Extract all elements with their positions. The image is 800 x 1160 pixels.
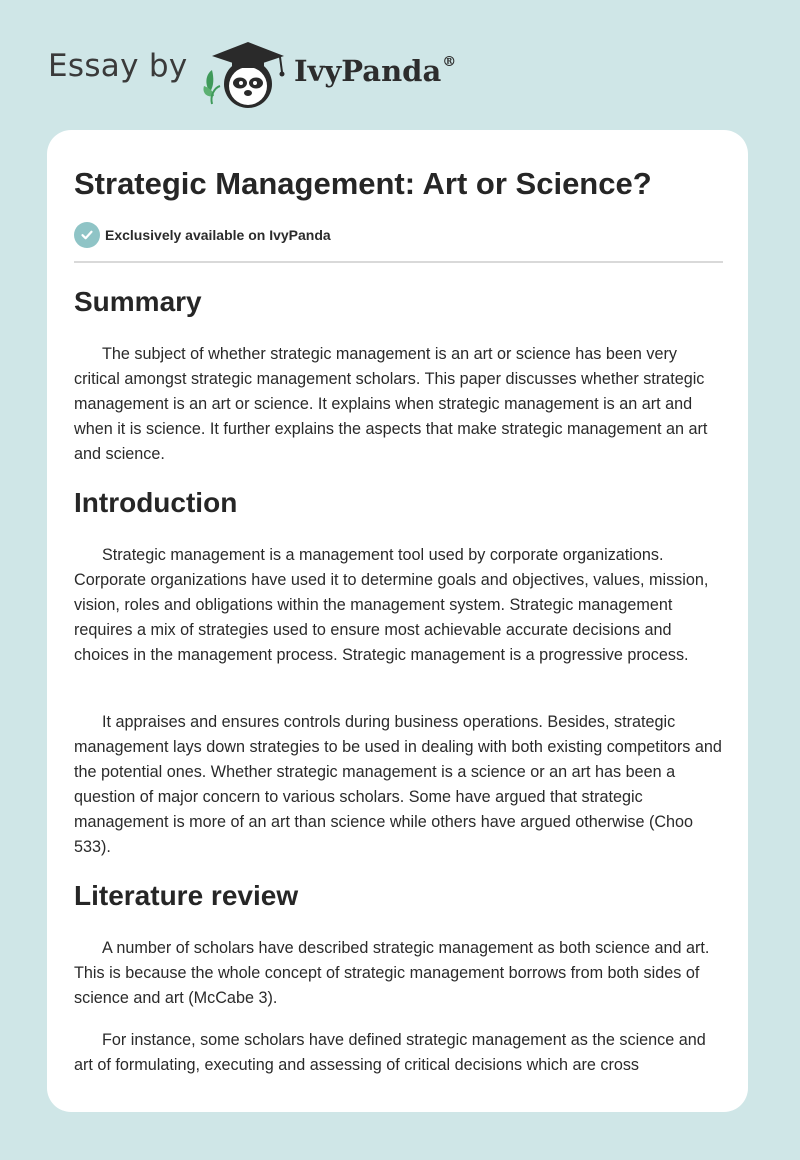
literature-review-paragraph-2: For instance, some scholars have defined strategic management as the science and art of formulating, executing and assessing of critical decisions which are cross — [74, 1031, 706, 1074]
registered-mark: ® — [442, 54, 457, 71]
exclusive-badge — [74, 222, 331, 248]
check-icon — [74, 222, 100, 248]
essay-card — [47, 130, 748, 1112]
badge-label: Exclusively available on IvyPanda — [105, 227, 331, 243]
section-heading-literature-review: Literature review — [74, 880, 299, 911]
panda-graduate-icon[interactable] — [200, 36, 292, 112]
brand-label: IvyPanda — [294, 54, 442, 88]
introduction-paragraph-2: It appraises and ensures controls during business operations. Besides, strategic management lays down strategies to be used in dealing with both existing competitors and the potential ones. Whether strategic management is a science or an art has been a question of major concern to various scholars. Some have argued that strategic management is more of an art than science while others have argued otherwise (Choo 533). — [74, 713, 722, 856]
literature-review-paragraph-1: A number of scholars have described strategic management as both science and art. This is because the whole concept of strategic management borrows from both sides of science and art (McCabe 3). — [74, 939, 710, 1007]
brand-name[interactable] — [294, 54, 456, 88]
introduction-paragraph-1: Strategic management is a management tool used by corporate organizations. Corporate organizations have used it to determine goals and objectives, values, mission, vision, roles and obligations within the management system. Strategic management requires a mix of strategies used to ensure most achievable accurate decisions and choices in the management process. Strategic management is a progressive process. — [74, 546, 709, 664]
section-heading-summary: Summary — [74, 286, 202, 317]
essay-title: Strategic Management: Art or Science? — [74, 166, 652, 201]
site-header — [0, 0, 800, 120]
divider — [74, 261, 723, 263]
summary-paragraph: The subject of whether strategic management is an art or science has been very critical amongst strategic management scholars. This paper discusses whether strategic management is an art or science. It explains when strategic management is an art and when it is science. It further explains the aspects that make strategic management an art and science. — [74, 345, 708, 463]
section-heading-introduction: Introduction — [74, 487, 238, 518]
essay-by-label: Essay by — [48, 48, 188, 84]
